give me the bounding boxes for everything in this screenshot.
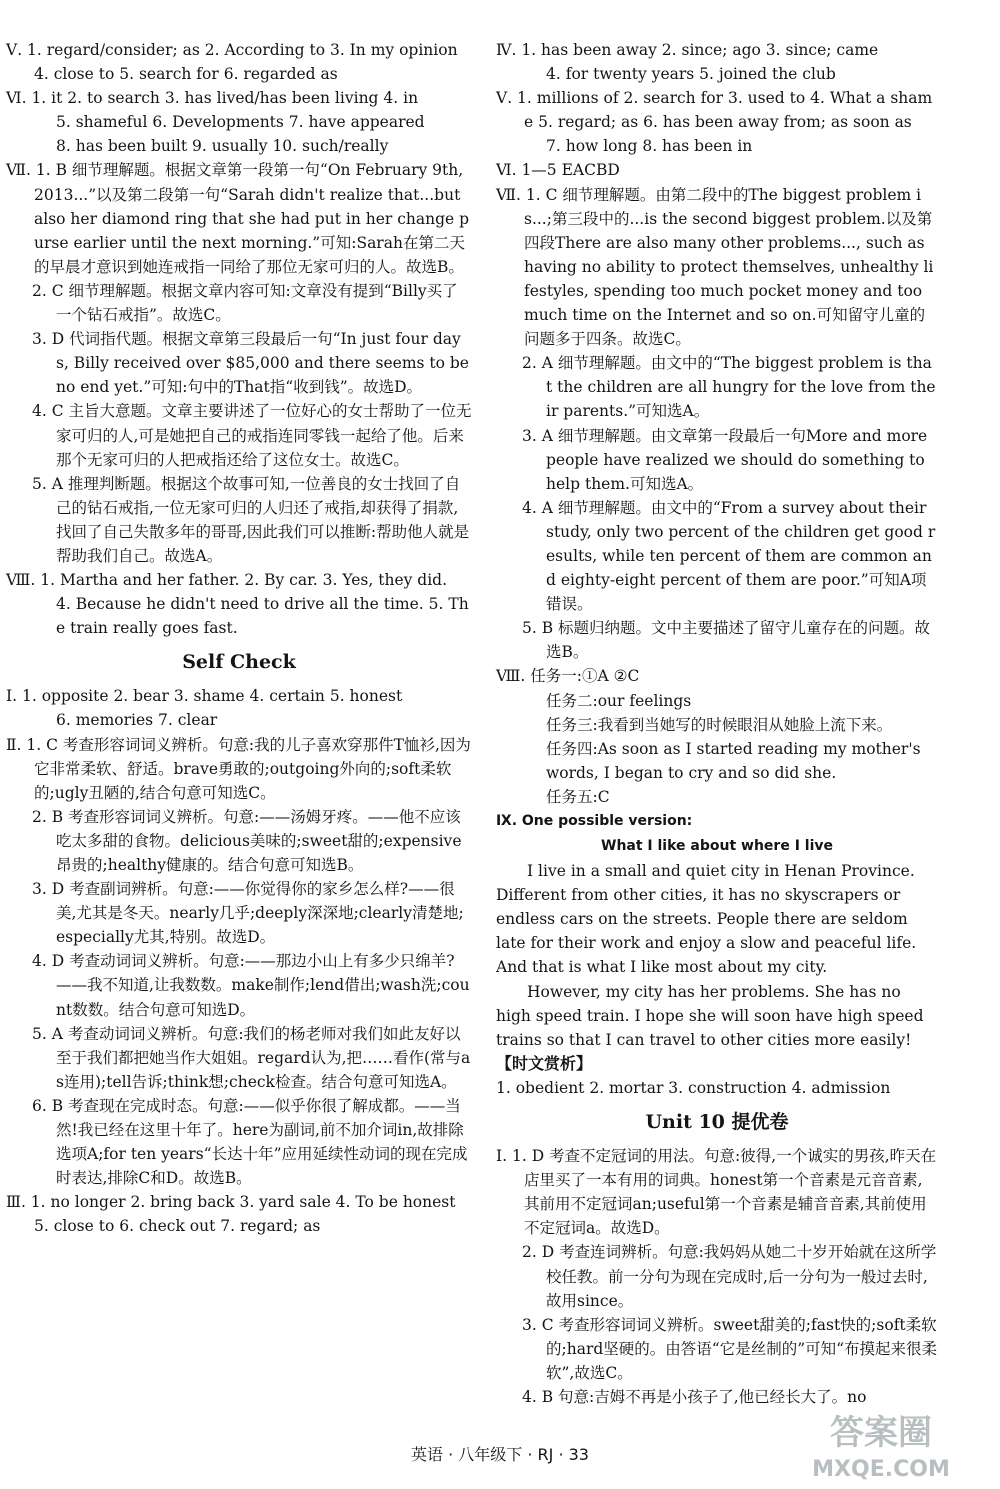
section-viii-task2: 任务二:our feelings xyxy=(546,691,692,710)
section-iv-answers-2: 4. for twenty years 5. joined the club xyxy=(546,65,836,84)
section-vii-right-q4: 4. A 细节理解题。由文中的“From a survey about their study, only two percent of the children get good results, while ten percent of them are common and eighty-eight percent of them are poor.”可知A项错误。 xyxy=(522,498,936,614)
section-vii-q5: 5. A 推理判断题。根据这个故事可知,一位善良的女士找回了自己的钻石戒指,一位无家可归的人归还了戒指,却获得了捐款,找回了自己失散多年的哥哥,因此我们可以推断:帮助他人就是帮助我们自己。故选A。 xyxy=(32,474,470,565)
unit-10-q2: 2. D 考查连词辨析。句意:我妈妈从她二十岁开始就在这所学校任教。前一分句为现在完成时,后一分句为一般过去时,故用since。 xyxy=(522,1243,937,1310)
shiwen-answers: 1. obedient 2. mortar 3. construction 4. admission xyxy=(496,1078,891,1097)
self-check-ii-q1: Ⅱ. 1. C 考查形容词词义辨析。句意:我的儿子喜欢穿那件T恤衫,因为它非常柔软、舒适。brave勇敢的;outgoing外向的;soft柔软的;ugly丑陋的,结合句意可知选C。 xyxy=(6,735,471,802)
left-column xyxy=(6,38,472,1239)
self-check-ii-q4: 4. D 考查动词词义辨析。句意:——那边小山上有多少只绵羊?——我不知道,让我数数。make制作;lend借出;wash洗;count数数。结合句意可知选D。 xyxy=(32,952,470,1019)
section-vi-answers-right: Ⅵ. 1—5 EACBD xyxy=(496,161,620,180)
self-check-heading: Self Check xyxy=(182,651,296,674)
section-vii-right-q2: 2. A 细节理解题。由文中的“The biggest problem is that the children are all hungry for the love from their parents.”可知选A。 xyxy=(522,354,936,421)
shiwen-label: 【时文赏析】 xyxy=(496,1053,593,1073)
section-v-answers-right-2: 7. how long 8. has been in xyxy=(546,137,753,156)
section-viii-answers: Ⅷ. 1. Martha and her father. 2. By car. 3. Yes, they did. xyxy=(6,571,448,590)
section-vii-q4: 4. C 主旨大意题。文章主要讲述了一位好心的女士帮助了一位无家可归的人,可是她把自己的戒指连同零钱一起给了他。后来那个无家可归的人把戒指还给了这位女士。故选C。 xyxy=(32,402,472,469)
section-viii-answers-2: 4. Because he didn't need to drive all the time. 5. The train really goes fast. xyxy=(56,595,469,638)
unit-10-heading: Unit 10 提优卷 xyxy=(645,1111,789,1134)
watermark-logo xyxy=(776,1404,986,1484)
section-vii-q1: Ⅶ. 1. B 细节理解题。根据文章第一段第一句“On February 9th, 2013...”以及第二段第一句“Sarah didn't realize that...but also her diamond ring that she had put in her change purse earlier until the next morning.”可知:Sarah在第二天的早晨才意识到她连戒指一同给了那位无家可归的人。故选B。 xyxy=(6,161,470,276)
self-check-ii-q5: 5. A 考查动词词义辨析。句意:我们的杨老师对我们如此友好以至于我们都把她当作大姐姐。regard认为,把……看作(常与as连用);tell告诉;think想;check检查。结合句意可知选A。 xyxy=(32,1024,471,1091)
watermark-bottom-text: MXQE.COM xyxy=(812,1457,950,1482)
watermark-top-text: 答案圈 xyxy=(830,1413,932,1453)
unit-10-q4: 4. B 句意:吉姆不再是小孩子了,他已经长大了。no xyxy=(522,1387,867,1406)
section-v-answers: Ⅴ. 1. regard/consider; as 2. According to 3. In my opinion 4. close to 5. search for 6. regarded as xyxy=(6,41,458,84)
essay-title: What I like about where I live xyxy=(601,838,833,855)
right-column xyxy=(496,38,938,1409)
unit-10-q1: Ⅰ. 1. D 考查不定冠词的用法。句意:彼得,一个诚实的男孩,昨天在店里买了一本有用的词典。honest第一个音素是元音音素,其前用不定冠词an;useful第一个音素是辅音音素,其前使用不定冠词a。故选D。 xyxy=(496,1147,937,1238)
section-ix-label: Ⅸ. One possible version: xyxy=(496,813,693,829)
section-v-answers-right: Ⅴ. 1. millions of 2. search for 3. used to 4. What a shame 5. regard; as 6. has been away from; as soon as xyxy=(496,89,933,132)
self-check-ii-q3: 3. D 考查副词辨析。句意:——你觉得你的家乡怎么样?——很美,尤其是冬天。nearly几乎;deeply深深地;clearly清楚地;especially尤其,特别。故选D。 xyxy=(32,880,464,947)
self-check-ii-q2: 2. B 考查形容词词义辨析。句意:——汤姆牙疼。——他不应该吃太多甜的食物。delicious美味的;sweet甜的;expensive昂贵的;healthy健康的。结合句意可知选B。 xyxy=(32,807,462,874)
section-vii-q2: 2. C 细节理解题。根据文章内容可知:文章没有提到“Billy买了一个钻石戒指”。故选C。 xyxy=(32,281,458,325)
page-footer: 英语 · 八年级下 · RJ · 33 xyxy=(411,1445,589,1464)
unit-10-q3: 3. C 考查形容词词义辨析。sweet甜美的;fast快的;soft柔软的;hard坚硬的。由答语“它是丝制的”可知“布摸起来很柔软”,故选C。 xyxy=(522,1315,938,1382)
section-viii-task1: Ⅷ. 任务一:①A ②C xyxy=(496,667,640,686)
section-viii-task5: 任务五:C xyxy=(546,787,610,806)
section-vi-answers-3: 8. has been built 9. usually 10. such/really xyxy=(56,137,389,156)
section-vii-right-q5: 5. B 标题归纳题。文中主要描述了留守儿童存在的问题。故选B。 xyxy=(522,619,931,662)
section-iv-answers: Ⅳ. 1. has been away 2. since; ago 3. since; came xyxy=(496,41,879,59)
essay-paragraph-1: I live in a small and quiet city in Henan Province. Different from other cities, it has no skyscrapers or endless cars on the streets. People there are seldom late for their work and enjoy a slow and peaceful life. And that is what I like most about my city. xyxy=(496,862,917,977)
section-viii-task4: 任务四:As soon as I started reading my mother's words, I began to cry and so did she. xyxy=(546,739,921,782)
section-vii-right-q3: 3. A 细节理解题。由文章第一段最后一句More and more people have realized we should do something to help them.可知选A。 xyxy=(522,426,928,493)
self-check-ii-q6: 6. B 考查现在完成时态。句意:——似乎你很了解成都。——当然!我已经在这里十年了。here为副词,前不加介词in,故排除选项A;for ten years“长达十年”应用延续性动词的现在完成时表达,排除C和D。故选B。 xyxy=(32,1096,468,1188)
section-vii-right-q1: Ⅶ. 1. C 细节理解题。由第二段中的The biggest problem is...;第三段中的...is the second biggest problem.以及第四段There are also many other problems..., such as having no ability to protect themselves, unhealthy lifestyles, spending too much pocket money and too much time on the Internet and so on.可知留守儿童的问题多于四条。故选C。 xyxy=(496,185,934,349)
section-viii-task3: 任务三:我看到当她写的时候眼泪从她脸上流下来。 xyxy=(546,715,893,734)
section-vii-q3: 3. D 代词指代题。根据文章第三段最后一句“In just four days, Billy received over $85,000 and there seems to be no end yet.”可知:句中的That指“收到钱”。故选D。 xyxy=(32,330,469,397)
self-check-i: Ⅰ. 1. opposite 2. bear 3. shame 4. certain 5. honest xyxy=(6,687,403,706)
self-check-i-2: 6. memories 7. clear xyxy=(56,711,218,730)
section-vi-answers: Ⅵ. 1. it 2. to search 3. has lived/has been living 4. in xyxy=(6,89,419,108)
essay-paragraph-2: However, my city has her problems. She has no high speed train. I hope she will soon have high speed trains so that I can travel to other cities more easily! xyxy=(496,982,924,1049)
self-check-iii: Ⅲ. 1. no longer 2. bring back 3. yard sale 4. To be honest 5. close to 6. check out 7. regard; as xyxy=(6,1193,456,1236)
section-vi-answers-2: 5. shameful 6. Developments 7. have appeared xyxy=(56,113,425,132)
